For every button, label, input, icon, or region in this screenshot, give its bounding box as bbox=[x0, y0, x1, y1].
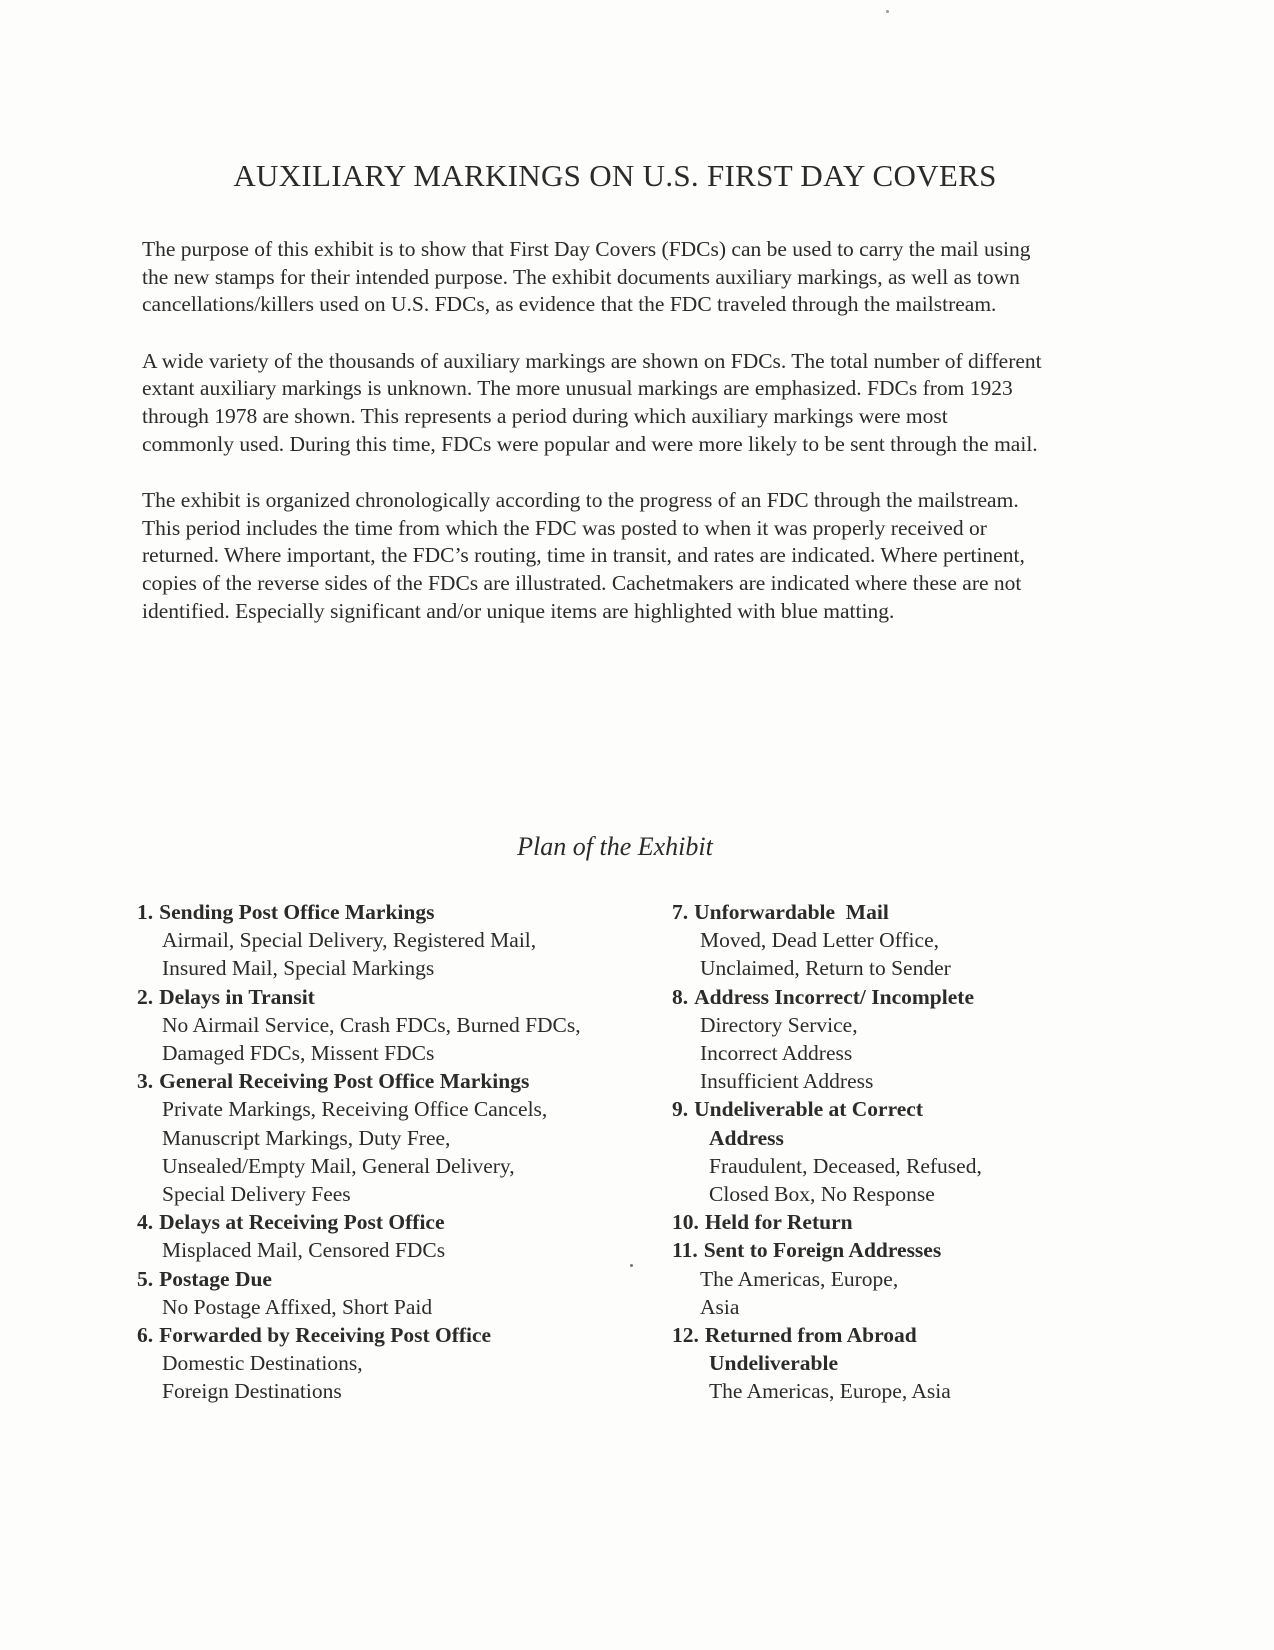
plan-item-detail: Unclaimed, Return to Sender bbox=[700, 956, 951, 981]
plan-item-heading bbox=[672, 983, 1092, 1011]
plan-item bbox=[137, 1321, 677, 1406]
plan-item-heading-text: Delays in Transit bbox=[159, 984, 315, 1009]
plan-item-detail: Incorrect Address bbox=[700, 1041, 853, 1066]
plan-item-heading-text: General Receiving Post Office Markings bbox=[159, 1069, 530, 1094]
plan-item-heading bbox=[672, 898, 1092, 926]
scan-speck bbox=[886, 10, 889, 13]
plan-item-heading bbox=[137, 1265, 677, 1293]
plan-item-heading-text: Returned from Abroad bbox=[704, 1323, 917, 1348]
plan-item-heading bbox=[672, 1095, 1092, 1123]
plan-item bbox=[672, 1095, 1092, 1208]
plan-item-detail: Insufficient Address bbox=[700, 1069, 874, 1094]
plan-item-detail: Misplaced Mail, Censored FDCs bbox=[162, 1238, 446, 1263]
plan-item bbox=[672, 1236, 1092, 1321]
plan-item-detail: Domestic Destinations, bbox=[162, 1351, 363, 1376]
plan-item-number: 4. bbox=[137, 1210, 154, 1235]
plan-item-detail: The Americas, Europe, bbox=[700, 1266, 899, 1291]
plan-item-detail: Asia bbox=[700, 1294, 740, 1319]
plan-item-heading-text: Sent to Foreign Addresses bbox=[703, 1238, 942, 1263]
plan-item-number: 8. bbox=[672, 984, 689, 1009]
plan-item-number: 12. bbox=[672, 1323, 699, 1348]
plan-item-detail: No Postage Affixed, Short Paid bbox=[162, 1294, 433, 1319]
plan-item bbox=[137, 1265, 677, 1321]
plan-item-heading-continued: Address bbox=[709, 1125, 784, 1150]
plan-item-heading bbox=[672, 1236, 1092, 1264]
plan-item bbox=[137, 983, 677, 1068]
plan-item-detail: Airmail, Special Delivery, Registered Mail, bbox=[162, 928, 537, 953]
plan-item-heading bbox=[137, 983, 677, 1011]
plan-item-detail: Damaged FDCs, Missent FDCs bbox=[162, 1041, 435, 1066]
plan-item-number: 7. bbox=[672, 900, 689, 924]
intro-text bbox=[142, 236, 1042, 654]
plan-item-heading-continued: Undeliverable bbox=[709, 1351, 838, 1376]
plan-item-heading-text: Held for Return bbox=[704, 1210, 853, 1235]
plan-item-heading bbox=[137, 898, 677, 926]
plan-item-detail: Manuscript Markings, Duty Free, bbox=[162, 1125, 451, 1150]
plan-item-heading-text: Undeliverable at Correct bbox=[694, 1097, 923, 1122]
plan-item-heading bbox=[672, 1321, 1092, 1349]
intro-paragraph-1: The purpose of this exhibit is to show that First Day Covers (FDCs) can be used to carry the mail using the new stamps for their intended purpose. The exhibit documents auxiliary markings, as well as town cancellations/killers used on U.S. FDCs, as evidence that the FDC traveled through the mailstream. bbox=[142, 237, 1031, 317]
plan-item-number: 10. bbox=[672, 1210, 699, 1235]
plan-item bbox=[137, 1208, 677, 1264]
plan-item-detail: Foreign Destinations bbox=[162, 1379, 342, 1404]
plan-item-heading bbox=[137, 1208, 677, 1236]
plan-item-heading bbox=[137, 1321, 677, 1349]
document-title: AUXILIARY MARKINGS ON U.S. FIRST DAY COVERS bbox=[233, 158, 997, 193]
plan-item-heading bbox=[137, 1067, 677, 1095]
plan-item-number: 6. bbox=[137, 1323, 154, 1348]
plan-item bbox=[137, 898, 677, 983]
plan-item-heading-text: Unforwardable Mail bbox=[694, 900, 889, 924]
plan-item-detail: Unsealed/Empty Mail, General Delivery, bbox=[162, 1153, 515, 1178]
plan-item-heading-text: Address Incorrect/ Incomplete bbox=[694, 984, 974, 1009]
plan-column-left bbox=[137, 898, 677, 1406]
plan-item-number: 3. bbox=[137, 1069, 154, 1094]
intro-paragraph-3: The exhibit is organized chronologically according to the progress of an FDC through the mailstream. This period includes the time from which the FDC was posted to when it was properly received or returned. Where important, the FDC’s routing, time in transit, and rates are indicated. Where pertinent, copies of the reverse sides of the FDCs are illustrated. Cachetmakers are indicated where these are not identified. Especially significant and/or unique items are highlighted with blue matting. bbox=[142, 488, 1025, 623]
plan-item-heading bbox=[672, 1208, 1092, 1236]
plan-item bbox=[672, 1208, 1092, 1236]
plan-item-heading-text: Forwarded by Receiving Post Office bbox=[159, 1323, 492, 1348]
plan-item bbox=[672, 983, 1092, 1096]
plan-item-heading-text: Postage Due bbox=[159, 1266, 272, 1291]
scan-speck bbox=[630, 1264, 633, 1267]
plan-item-detail: Insured Mail, Special Markings bbox=[162, 956, 435, 981]
plan-item-detail: The Americas, Europe, Asia bbox=[709, 1379, 951, 1404]
plan-item-detail: Moved, Dead Letter Office, bbox=[700, 928, 939, 953]
plan-item bbox=[137, 1067, 677, 1208]
plan-item-number: 2. bbox=[137, 984, 154, 1009]
plan-item-detail: Special Delivery Fees bbox=[162, 1182, 351, 1207]
plan-column-right bbox=[672, 898, 1092, 1406]
plan-item-heading-text: Delays at Receiving Post Office bbox=[159, 1210, 445, 1235]
plan-item-detail: Fraudulent, Deceased, Refused, bbox=[709, 1153, 982, 1178]
intro-paragraph-2: A wide variety of the thousands of auxiliary markings are shown on FDCs. The total number of different extant auxiliary markings is unknown. The more unusual markings are emphasized. FDCs from 1923 through 1978 are shown. This represents a period during which auxiliary markings were most commonly used. During this time, FDCs were popular and were more likely to be sent through the mail. bbox=[142, 348, 1042, 456]
plan-item-number: 1. bbox=[137, 900, 154, 924]
plan-item-number: 11. bbox=[672, 1238, 698, 1263]
plan-item-number: 5. bbox=[137, 1266, 154, 1291]
plan-item bbox=[672, 1321, 1092, 1406]
plan-item-heading-text: Sending Post Office Markings bbox=[159, 900, 435, 924]
plan-item-detail: No Airmail Service, Crash FDCs, Burned FDCs, bbox=[162, 1012, 581, 1037]
plan-item-detail: Directory Service, bbox=[700, 1012, 858, 1037]
plan-item-detail: Private Markings, Receiving Office Cancels, bbox=[162, 1097, 548, 1122]
plan-item-number: 9. bbox=[672, 1097, 689, 1122]
plan-item-detail: Closed Box, No Response bbox=[709, 1182, 935, 1207]
plan-title: Plan of the Exhibit bbox=[517, 832, 713, 861]
plan-item bbox=[672, 898, 1092, 983]
